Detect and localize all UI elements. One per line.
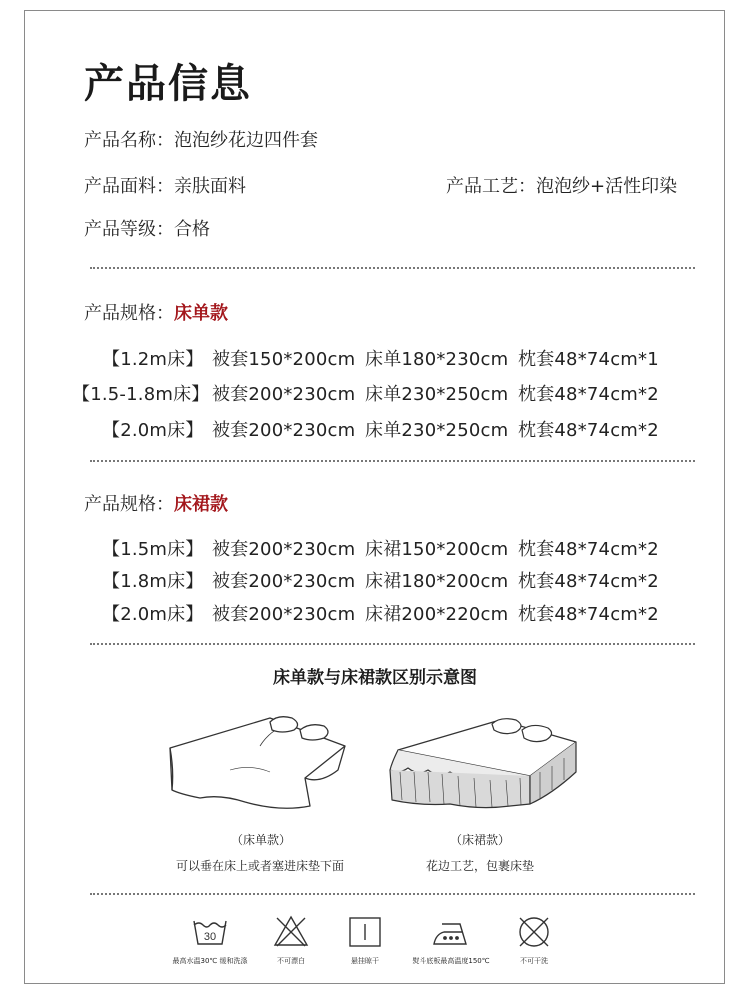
spec-skirt-skirt-1: 床裙180*200cm [365, 571, 509, 592]
product-craft-label: 产品工艺： [446, 176, 536, 197]
spec-skirt-pillow-2: 枕套48*74cm*2 [518, 604, 659, 625]
spec-sheet-duvet-1: 被套200*230cm [212, 384, 356, 405]
care-label-iron: 熨斗底板最高温度150℃ [412, 957, 490, 965]
divider [90, 893, 695, 895]
product-fabric-value: 亲肤面料 [174, 176, 246, 197]
diagram-title: 床单款与床裙款区别示意图 [273, 668, 477, 688]
spec-sheet-size-0: 【1.2m床】 [102, 349, 204, 370]
bed-skirt-illustration [380, 710, 590, 820]
spec-skirt-heading [84, 490, 228, 516]
spec-sheet-duvet-2: 被套200*230cm [212, 420, 356, 441]
spec-skirt-duvet-0: 被套200*230cm [212, 539, 356, 560]
spec-skirt-skirt-2: 床裙200*220cm [365, 604, 509, 625]
spec-sheet-pillow-2: 枕套48*74cm*2 [518, 420, 659, 441]
care-label-dry: 悬挂晾干 [351, 957, 379, 965]
spec-sheet-size-2: 【2.0m床】 [102, 420, 204, 441]
spec-skirt-pillow-1: 枕套48*74cm*2 [518, 571, 659, 592]
product-craft-row [446, 172, 677, 198]
spec-skirt-size-1: 【1.8m床】 [102, 571, 204, 592]
wash-temp-text: 30 [203, 931, 217, 943]
wash-30-icon [192, 917, 228, 947]
spec-sheet-type: 床单款 [174, 303, 228, 324]
product-name-value: 泡泡纱花边四件套 [174, 130, 318, 151]
product-grade-label: 产品等级： [84, 219, 174, 240]
product-grade-row [84, 215, 210, 241]
divider [90, 460, 695, 462]
product-grade-value: 合格 [174, 219, 210, 240]
no-dry-clean-icon [516, 914, 552, 950]
spec-sheet-pillow-0: 枕套48*74cm*1 [518, 349, 659, 370]
spec-skirt-size-0: 【1.5m床】 [102, 539, 204, 560]
care-label-dry-clean: 不可干洗 [520, 957, 548, 965]
flat-sheet-desc: 可以垂在床上或者塞进床垫下面 [175, 859, 344, 873]
page-title: 产品信息 [84, 61, 252, 107]
spec-sheet-sheet-2: 床单230*250cm [365, 420, 509, 441]
spec-sheet-duvet-0: 被套150*200cm [212, 349, 356, 370]
spec-skirt-size-2: 【2.0m床】 [102, 604, 204, 625]
spec-skirt-label: 产品规格： [84, 494, 174, 515]
flat-sheet-caption: （床单款） [230, 833, 291, 847]
product-name-row [84, 126, 318, 152]
spec-sheet-pillow-1: 枕套48*74cm*2 [518, 384, 659, 405]
spec-sheet-sheet-0: 床单180*230cm [365, 349, 509, 370]
spec-skirt-skirt-0: 床裙150*200cm [365, 539, 509, 560]
product-craft-value: 泡泡纱+活性印染 [536, 176, 678, 197]
spec-skirt-duvet-1: 被套200*230cm [212, 571, 356, 592]
iron-150-icon [432, 920, 470, 948]
spec-skirt-pillow-0: 枕套48*74cm*2 [518, 539, 659, 560]
divider [90, 643, 695, 645]
spec-sheet-heading [84, 299, 228, 325]
spec-skirt-duvet-2: 被套200*230cm [212, 604, 356, 625]
divider [90, 267, 695, 269]
product-name-label: 产品名称： [84, 130, 174, 151]
spec-skirt-type: 床裙款 [174, 494, 228, 515]
line-dry-icon [348, 916, 382, 948]
product-fabric-row [84, 172, 246, 198]
care-label-wash: 最高水温30℃ 缓和洗涤 [172, 957, 248, 965]
care-label-bleach: 不可漂白 [277, 957, 305, 965]
product-fabric-label: 产品面料： [84, 176, 174, 197]
spec-sheet-sheet-1: 床单230*250cm [365, 384, 509, 405]
bed-skirt-desc: 花边工艺，包裹床垫 [425, 859, 534, 873]
spec-sheet-label: 产品规格： [84, 303, 174, 324]
flat-sheet-illustration [160, 710, 360, 820]
spec-sheet-size-1: 【1.5-1.8m床】 [72, 384, 210, 405]
bed-skirt-caption: （床裙款） [449, 833, 510, 847]
no-bleach-icon [273, 914, 309, 948]
